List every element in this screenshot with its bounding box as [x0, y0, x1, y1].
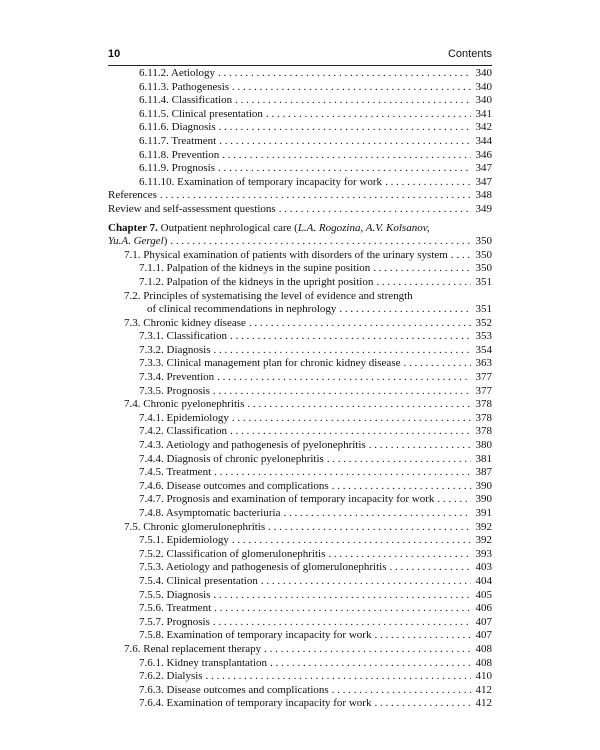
- toc-entry[interactable]: [108, 439, 492, 453]
- leader-dots: [266, 108, 471, 122]
- toc-entry-number: 7.4.2.: [139, 425, 164, 438]
- leader-dots: [373, 262, 471, 276]
- toc-entry-page: 407: [475, 629, 492, 642]
- toc-entry-title: Clinical presentation: [171, 107, 263, 120]
- toc-entry-number: 7.5.1.: [139, 534, 164, 547]
- running-title: Contents: [447, 48, 492, 60]
- toc-entry-page: 392: [475, 534, 492, 547]
- toc-entry-title: Prevention: [171, 148, 220, 161]
- toc-entry-number: 6.11.6.: [139, 121, 169, 134]
- chapter-authors-2: Yu.A. Gergel: [108, 235, 164, 248]
- toc-entry[interactable]: [108, 94, 492, 108]
- toc-entry-number: 7.6.3.: [139, 683, 164, 696]
- toc-entry-page: 391: [475, 507, 492, 519]
- toc-entry-page: 410: [475, 670, 492, 683]
- toc-entry-page: 407: [475, 615, 492, 628]
- leader-dots: [222, 149, 471, 163]
- leader-dots: [270, 657, 471, 671]
- leader-dots: [403, 357, 471, 371]
- toc-entry[interactable]: [108, 162, 492, 176]
- toc-entry-number: 7.3.1.: [139, 330, 164, 343]
- leader-dots: [214, 344, 472, 358]
- toc-entry-title: Prognosis: [171, 162, 215, 175]
- leader-dots: [232, 81, 471, 95]
- leader-dots: [264, 643, 471, 657]
- toc-chapter-7-heading-cont: [108, 235, 492, 249]
- toc-entry[interactable]: [108, 176, 492, 190]
- toc-entry-number: 7.5.8.: [139, 629, 164, 642]
- toc-entry-title: Chronic kidney disease: [143, 316, 246, 329]
- toc-entry[interactable]: [108, 357, 492, 371]
- leader-dots: [279, 203, 471, 217]
- toc-entry-title: Review and self-assessment questions: [108, 202, 276, 215]
- toc-entry-page: 340: [475, 94, 492, 107]
- toc-entry[interactable]: [108, 602, 492, 616]
- toc-entry-number: 7.6.1.: [139, 656, 164, 669]
- leader-dots: [218, 162, 471, 176]
- toc-entry-number: 6.11.2.: [139, 67, 169, 79]
- toc-entry-page: 342: [475, 121, 492, 134]
- toc-entry-title: Asymptomatic bacteriuria: [165, 507, 281, 519]
- toc-entry-page: 404: [475, 574, 492, 587]
- leader-dots: [218, 67, 471, 81]
- toc-entry-page: 381: [475, 452, 492, 465]
- toc-entry-page: 387: [475, 466, 492, 479]
- toc-entry[interactable]: [108, 643, 492, 657]
- chapter-page: 350: [475, 235, 492, 248]
- chapter-label: Chapter 7.: [108, 221, 158, 234]
- leader-dots: [249, 317, 471, 331]
- toc-entry-number: 6.11.7.: [139, 134, 169, 147]
- toc-entry-number: 7.3.4.: [139, 371, 164, 384]
- toc-entry[interactable]: [108, 466, 492, 480]
- leader-dots: [437, 493, 471, 507]
- toc-entry-number: 7.4.8.: [139, 507, 164, 519]
- toc-entry-number: 7.6.4.: [139, 697, 164, 710]
- toc-entry-number: 7.5.5.: [139, 588, 164, 601]
- toc-entry-title: Prevention: [166, 371, 215, 384]
- toc-entry[interactable]: [108, 344, 492, 358]
- toc-entry-number: 7.5.3.: [139, 561, 164, 574]
- leader-dots: [219, 121, 471, 135]
- toc-entry[interactable]: [108, 684, 492, 698]
- toc-entry-title: Classification of glomerulonephritis: [166, 547, 326, 560]
- leader-dots: [206, 670, 471, 684]
- toc-entry-title: Clinical presentation: [166, 574, 258, 587]
- toc-entry[interactable]: [108, 330, 492, 344]
- toc-entry-title: Treatment: [166, 602, 212, 615]
- toc-entry-number: 7.3.5.: [139, 384, 164, 397]
- toc-entry-number: 7.3.: [124, 316, 141, 329]
- toc-entry[interactable]: [108, 262, 492, 276]
- leader-dots: [213, 616, 471, 630]
- leader-dots: [268, 521, 471, 535]
- toc-entry-title: Aetiology and pathogenesis of glomerulonephritis: [165, 561, 387, 574]
- toc-entry-title: Prognosis and examination of temporary incapacity for work: [166, 493, 435, 506]
- toc-entry-page: 378: [475, 398, 492, 411]
- leader-dots: [247, 398, 471, 412]
- toc-entry[interactable]: [108, 657, 492, 671]
- toc-entry[interactable]: [108, 203, 492, 217]
- toc-entry-number: 7.4.6.: [139, 479, 164, 492]
- toc-entry-title: Pathogenesis: [171, 80, 230, 93]
- leader-dots: [376, 276, 471, 290]
- toc-entry[interactable]: [108, 303, 492, 317]
- toc-chapter-6-tail: [108, 67, 492, 217]
- toc-entry-page: 377: [475, 371, 492, 384]
- toc-entry[interactable]: [108, 697, 492, 711]
- toc-entry-number: 7.1.: [124, 248, 141, 261]
- toc-entry[interactable]: [108, 412, 492, 426]
- toc-entry-page: 340: [475, 67, 492, 79]
- toc-entry-title: Classification: [171, 94, 233, 107]
- toc-entry-page: 392: [475, 520, 492, 533]
- toc-entry-page: 405: [475, 588, 492, 601]
- leader-dots: [374, 697, 471, 711]
- toc-entry-title: Diagnosis: [171, 121, 216, 134]
- toc-entry-page: 393: [475, 547, 492, 560]
- toc-entry[interactable]: [108, 276, 492, 290]
- toc-entry[interactable]: [108, 108, 492, 122]
- leader-dots: [214, 602, 471, 616]
- toc-entry[interactable]: [108, 493, 492, 507]
- toc-entry-title: of clinical recommendations in nephrology: [147, 303, 337, 316]
- toc-entry-number: 7.4.3.: [139, 439, 164, 452]
- toc-entry[interactable]: [108, 398, 492, 412]
- toc-entry-title: Diagnosis: [166, 343, 211, 356]
- toc-entry-number: 6.11.4.: [139, 94, 169, 107]
- toc-entry-page: 408: [475, 642, 492, 655]
- toc-entry-number: 6.11.5.: [139, 107, 169, 120]
- toc-entry-page: 347: [475, 162, 492, 175]
- chapter-close-paren: ): [163, 235, 168, 248]
- toc-entry-title: Epidemiology: [166, 534, 229, 547]
- toc-entry-page: 347: [475, 175, 492, 188]
- toc-entry-number: 7.5.6.: [139, 602, 164, 615]
- toc-entry-page: 412: [475, 697, 492, 710]
- toc-entry[interactable]: [108, 290, 492, 304]
- leader-dots: [261, 575, 471, 589]
- toc-entry-title: Disease outcomes and complications: [166, 479, 329, 492]
- toc-entry-title: Classification: [166, 425, 227, 438]
- toc-entry-title: Chronic glomerulonephritis: [143, 520, 266, 533]
- leader-dots: [213, 385, 471, 399]
- leader-dots: [217, 371, 471, 385]
- toc-entry-title: Dialysis: [166, 670, 203, 683]
- toc-entry-page: 403: [475, 561, 492, 574]
- toc-entry-title: Examination of temporary incapacity for work: [166, 629, 372, 642]
- toc-entry[interactable]: [108, 135, 492, 149]
- toc-entry[interactable]: [108, 371, 492, 385]
- toc-entry-page: 350: [475, 262, 492, 275]
- leader-dots: [339, 303, 471, 317]
- toc-entry-title: Clinical management plan for chronic kidney disease: [166, 357, 401, 370]
- toc-entry[interactable]: [108, 149, 492, 163]
- leader-dots: [369, 439, 471, 453]
- leader-dots: [232, 412, 471, 426]
- toc-entry-page: 378: [475, 425, 492, 438]
- toc-entry-number: 7.4.1.: [139, 411, 164, 424]
- leader-dots: [385, 176, 471, 190]
- toc-entry-title: Palpation of the kidneys in the supine position: [166, 262, 371, 275]
- toc-entry-title: Diagnosis of chronic pyelonephritis: [166, 452, 324, 465]
- toc-entry-number: 6.11.9.: [139, 162, 169, 175]
- toc-entry-page: 341: [475, 107, 492, 120]
- toc-entry[interactable]: [108, 81, 492, 95]
- leader-dots: [214, 466, 471, 480]
- toc-entry-number: 7.4.4.: [139, 452, 164, 465]
- page-number: 10: [108, 48, 121, 60]
- toc-entry[interactable]: [108, 67, 492, 81]
- toc-entry-number: 7.4.5.: [139, 466, 164, 479]
- toc-entry-page: 348: [475, 189, 492, 202]
- header-rule: [108, 65, 492, 66]
- toc-entry[interactable]: [108, 616, 492, 630]
- toc-entry-number: 7.4.: [124, 398, 141, 411]
- toc-entry-title: Prognosis: [166, 384, 210, 397]
- toc-entry-page: 408: [475, 656, 492, 669]
- toc-entry-number: 6.11.3.: [139, 80, 169, 93]
- toc-entry[interactable]: [108, 548, 492, 562]
- toc-entry-number: 6.11.10.: [139, 175, 175, 188]
- toc-entry[interactable]: [108, 534, 492, 548]
- leader-dots: [374, 629, 471, 643]
- toc-entry-page: 390: [475, 479, 492, 492]
- toc-entry[interactable]: [108, 629, 492, 643]
- leader-dots: [332, 480, 471, 494]
- toc-entry-title: Chronic pyelonephritis: [143, 398, 245, 411]
- toc-entry-page: 378: [475, 411, 492, 424]
- toc-entry-title: Aetiology: [171, 67, 215, 79]
- toc-entry[interactable]: [108, 121, 492, 135]
- toc-entry-title: Diagnosis: [166, 588, 211, 601]
- toc-entry-title: Examination of temporary incapacity for work: [166, 697, 372, 710]
- toc-chapter-7-entries: [108, 249, 492, 711]
- toc-entry-page: 377: [475, 384, 492, 397]
- toc-entry-page: 406: [475, 602, 492, 615]
- toc-entry-title: Classification: [166, 330, 227, 343]
- leader-dots: [230, 330, 471, 344]
- toc-entry-number: 7.5.4.: [139, 574, 164, 587]
- toc-entry[interactable]: [108, 317, 492, 331]
- leader-dots: [232, 534, 471, 548]
- toc-entry-number: 7.6.: [124, 642, 141, 655]
- toc-entry[interactable]: [108, 589, 492, 603]
- toc-entry-page: 346: [475, 148, 492, 161]
- toc-entry-title: Prognosis: [166, 615, 210, 628]
- toc-entry-number: 6.11.8.: [139, 148, 169, 161]
- table-of-contents: [108, 67, 492, 711]
- toc-entry-title: Epidemiology: [166, 411, 229, 424]
- leader-dots: [214, 589, 472, 603]
- toc-entry[interactable]: [108, 561, 492, 575]
- toc-entry[interactable]: [108, 425, 492, 439]
- toc-entry-number: 7.3.3.: [139, 357, 164, 370]
- toc-entry[interactable]: [108, 575, 492, 589]
- toc-entry-title: Palpation of the kidneys in the upright position: [166, 275, 374, 288]
- toc-entry-number: 7.3.2.: [139, 343, 164, 356]
- toc-entry-title: Treatment: [171, 134, 217, 147]
- toc-entry-number: 7.6.2.: [139, 670, 164, 683]
- toc-entry-number: 7.4.7.: [139, 493, 164, 506]
- toc-entry-number: 7.2.: [124, 289, 141, 302]
- toc-entry-page: 344: [475, 134, 492, 147]
- chapter-title: Outpatient nephrological care (: [160, 221, 298, 234]
- leader-dots: [451, 249, 471, 263]
- toc-entry-page: 353: [475, 330, 492, 343]
- leader-dots: [328, 548, 471, 562]
- toc-entry-title: Examination of temporary incapacity for work: [177, 175, 383, 188]
- toc-entry-page: 354: [475, 343, 492, 356]
- chapter-authors-1: L.A. Rogozina, A.V. Kolsanov,: [297, 221, 430, 234]
- toc-entry-page: 350: [475, 248, 492, 261]
- leader-dots: [327, 453, 471, 467]
- leader-dots: [283, 507, 471, 521]
- toc-chapter-7-heading: [108, 222, 492, 236]
- toc-entry[interactable]: [108, 453, 492, 467]
- toc-entry-page: 390: [475, 493, 492, 506]
- toc-entry[interactable]: [108, 385, 492, 399]
- toc-entry[interactable]: [108, 249, 492, 263]
- toc-entry-title: Renal replacement therapy: [143, 642, 262, 655]
- toc-entry-title: Kidney transplantation: [166, 656, 268, 669]
- toc-entry-number: 7.1.2.: [139, 275, 164, 288]
- running-header: [108, 48, 492, 64]
- leader-dots: [170, 235, 471, 249]
- leader-dots: [389, 561, 471, 575]
- toc-entry[interactable]: [108, 480, 492, 494]
- toc-entry-page: 351: [475, 275, 492, 288]
- toc-entry-number: 7.5.: [124, 520, 141, 533]
- toc-entry-number: 7.5.2.: [139, 547, 164, 560]
- leader-dots: [160, 189, 471, 203]
- toc-entry-number: 7.1.1.: [139, 262, 164, 275]
- toc-entry-page: 352: [475, 316, 492, 329]
- toc-entry-title: Disease outcomes and complications: [166, 683, 329, 696]
- toc-entry[interactable]: [108, 189, 492, 203]
- toc-entry-page: 363: [475, 357, 492, 370]
- toc-entry-title: Aetiology and pathogenesis of pyelonephritis: [165, 439, 366, 452]
- leader-dots: [332, 684, 471, 698]
- toc-entry-page: 351: [475, 303, 492, 316]
- toc-entry-title: Principles of systematising the level of evidence and strength: [143, 289, 413, 302]
- leader-dots: [235, 94, 471, 108]
- leader-dots: [230, 425, 471, 439]
- toc-entry-number: 7.5.7.: [139, 615, 164, 628]
- toc-entry-page: 380: [475, 439, 492, 452]
- leader-dots: [219, 135, 471, 149]
- toc-entry-page: 412: [475, 683, 492, 696]
- toc-entry-title: Treatment: [166, 466, 212, 479]
- toc-entry-title: Physical examination of patients with disorders of the urinary system: [143, 248, 448, 261]
- toc-entry-page: 340: [475, 80, 492, 93]
- toc-entry[interactable]: [108, 670, 492, 684]
- toc-entry-title: References: [108, 189, 157, 202]
- toc-entry[interactable]: [108, 507, 492, 521]
- toc-entry[interactable]: [108, 521, 492, 535]
- toc-entry-page: 349: [475, 202, 492, 215]
